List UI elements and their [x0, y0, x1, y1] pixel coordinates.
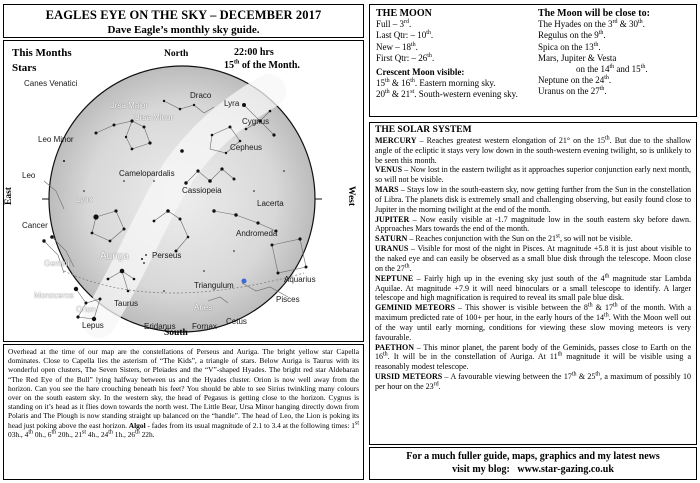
label-taurus: Taurus [114, 299, 139, 308]
moon-close-item: Neptune on the 24th. [538, 75, 612, 86]
north-label: North [164, 49, 189, 59]
moon-phases [376, 19, 521, 64]
uranus-marker [242, 279, 247, 284]
crescent-item: 15th & 16th. Eastern morning sky. [376, 78, 496, 89]
moon-phase: Last Qtr: – 10th. [376, 30, 434, 41]
label-ursa-minor: Ursa Minor [134, 113, 174, 122]
moon-close-list [538, 19, 694, 97]
solar-system-panel [369, 122, 697, 445]
label-lepus: Lepus [82, 321, 104, 330]
label-canes-venatici: Canes Venatici [24, 79, 78, 88]
star-map [3, 40, 364, 342]
moon-close-item: Uranus on the 27th. [538, 86, 607, 97]
solar-item: MERCURY – Reaches greatest western elongation of 21° on the 15th. But due to the shallow angle of the ecliptic it stays very low down in the south-western evening twilight, so is unlikely to be seen this month. [375, 135, 692, 165]
moon-close-item: Regulus on the 9th. [538, 30, 606, 41]
west-label: West [346, 185, 357, 207]
blog-line2: visit my blog: www.star-gazing.co.uk [452, 464, 614, 475]
algol-text: - fades from its usual magnitude of 2.1 to 3.4 at the following times: [145, 420, 352, 430]
solar-item: VENUS – Now lost in the eastern twilight as it approaches superior conjunction early next month, so will not be visible. [375, 165, 691, 185]
moon-phase: Full – 3rd. [376, 19, 412, 30]
crescent-list [376, 78, 521, 100]
label-orion: Orion [76, 305, 96, 314]
label-triangulum: Triangulum [194, 281, 234, 290]
moon-close-item: Mars, Jupiter & Vesta [538, 52, 617, 63]
moon-phase: New – 18th. [376, 41, 418, 52]
crescent-item: 20th & 21st. South-western evening sky. [376, 89, 518, 100]
page-subtitle: Dave Eagle’s monthly sky guide. [107, 24, 260, 36]
label-lacerta: Lacerta [257, 199, 284, 208]
label-eridanus: Eridanus [144, 322, 176, 331]
solar-item: PAETHON – This minor planet, the parent body of the Geminids, passes close to Earth on the 16th. It will be in the constellation of Auriga. At 11th magnitude it will be visible using a reasonably modest telescope. [375, 342, 691, 372]
map-heading-line1: This Months [12, 47, 72, 59]
blog-line1: For a much fuller guide, maps, graphics and my latest news [406, 451, 660, 462]
blog-panel [369, 447, 697, 480]
moon-close-item: on the 14th and 15th. [576, 64, 648, 75]
solar-item: URANUS – Visible for most of the night in Pisces. At magnitude +5.8 it is just about visible to the naked eye and can easily be observed as a small blue disk through the telescope. Moon close on the 27th. [375, 244, 691, 273]
algol-time: 1st 03h., [8, 420, 360, 439]
label-ursa-major: Ursa Major [109, 101, 149, 110]
description-text: Overhead at the time of our map are the constellations of Perseus and Auriga. The bright yellow star Capella dominates. Close to Capella lies the asterism of “The Kids”, a triangle of stars. Below Auriga is Taurus with its wonderful open clusters, The Seven Sisters, or Pleiades and the “V”-shaped Hyades. The bright red star Aldebaran “The Red Eye of the Bull” lying halfway between us and the Hyades cluster. Orion is now well away from the horizon. Can you see the hare crouching beneath his feet? You should be able to see Sirius twinkling many colours over on the south eastern sky. In the western sky, the head of Pegasus is getting close to the horizon. Cygnus is standing on it’s head as it flies down towards the north west. The Little Bear, Ursa Minor hanging directly down from Polaris and The Plough is now standing straight up balanced on the “handle”. The head of Leo, the Lion is poking its head just poking above the east horizon. [8, 347, 359, 430]
label-andromeda: Andromeda [236, 229, 278, 238]
label-leo: Leo [22, 171, 36, 180]
title-box [3, 4, 364, 38]
label-cepheus: Cepheus [230, 143, 263, 152]
label-lynx: Lynx [76, 195, 93, 204]
label-aries: Aries [194, 303, 213, 312]
south-label: South [164, 328, 188, 338]
moon-panel [369, 4, 697, 117]
page-title: EAGLES EYE ON THE SKY – DECEMBER 2017 [45, 8, 322, 22]
solar-item: JUPITER – Now easily visible at -1.7 magnitude low in the south eastern sky before dawn. Approaches Mars towards the end of the month. [375, 214, 691, 234]
label-aquarius: Aquarius [284, 275, 316, 284]
label-lyra: Lyra [224, 99, 240, 108]
solar-heading: THE SOLAR SYSTEM [375, 125, 472, 135]
solar-items [375, 136, 691, 392]
label-perseus: Perseus [152, 251, 182, 260]
moon-phase: First Qtr: – 26th. [376, 52, 435, 63]
algol-time: 26th 22h. [127, 429, 155, 439]
label-cygnus: Cygnus [242, 117, 270, 126]
map-time-line2: 15th of the Month. [224, 59, 300, 71]
algol-label: Algol [128, 420, 146, 430]
label-fornax: Fornax [192, 322, 217, 331]
solar-item: NEPTUNE – Fairly high up in the evening sky just south of the 4th magnitude star Lambda Aquilae. At magnitude +7.9 it will need binoculars or a small telescope to identify. A larger telescope and high magnification is required to reveal its small pale blue disk. [375, 273, 691, 303]
map-heading-line2: Stars [12, 62, 37, 74]
algol-time: 24th 1h., [100, 429, 128, 439]
label-auriga: Auriga [100, 251, 129, 262]
label-cetus: Cetus [226, 317, 247, 326]
moon-heading: THE MOON [376, 8, 432, 19]
solar-item: URSID METEORS – A favourable viewing between the 17th & 25th, a maximum of possibly 10 per hour on the 23rd. [375, 371, 692, 391]
label-gemini: Gemini [44, 259, 70, 268]
label-leo-minor: Leo Minor [38, 135, 74, 144]
solar-item: SATURN – Reaches conjunction with the Sun on the 21st, so will not be visible. [375, 233, 633, 244]
moon-close-heading: The Moon will be close to: [538, 8, 650, 19]
moon-close-item: The Hyades on the 3rd & 30th. [538, 19, 645, 30]
label-pisces: Pisces [276, 295, 300, 304]
label-cassiopeia: Cassiopeia [182, 186, 222, 195]
solar-item: MARS – Stays low in the south-eastern sky, now getting further from the Sun in the constellation of Libra. The planets disk is extremely small and challenging observing, but easily found close to Jupiter in the morning twilight at the end of the month. [375, 185, 691, 214]
moon-close-item: Spica on the 13th. [538, 41, 601, 52]
sky-description [3, 344, 364, 480]
solar-item: GEMINID METEORS – This shower is visible between the 8th & 17th of the month. With a maximum predicted rate of 100+ per hour, in the early hours of the 14th. With the Moon well out of the way until early morning, conditions for viewing these slow moving meteors is very favourable. [375, 302, 692, 342]
blog-link[interactable]: www.star-gazing.co.uk [517, 464, 614, 475]
label-cancer: Cancer [22, 221, 48, 230]
algol-time: 4th 0h., [24, 429, 48, 439]
algol-time: 21st 4h., [74, 429, 101, 439]
map-time-line1: 22:00 hrs [234, 47, 274, 58]
crescent-heading: Crescent Moon visible: [376, 67, 465, 78]
east-label: East [3, 187, 14, 205]
label-camelopardalis: Camelopardalis [119, 169, 175, 178]
label-monoceros: Monoceros [34, 291, 74, 300]
algol-time: 6th 20h., [47, 429, 75, 439]
label-draco: Draco [190, 91, 212, 100]
